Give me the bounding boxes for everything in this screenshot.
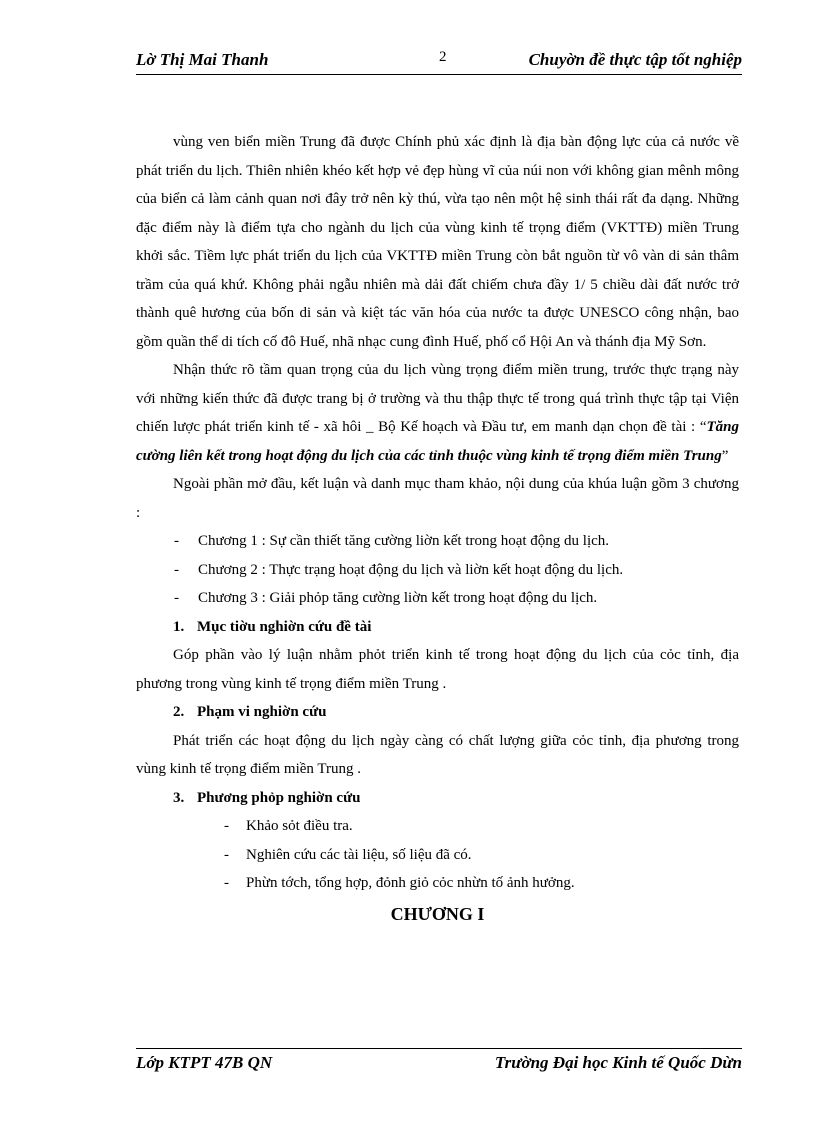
chapter-list-item xyxy=(136,527,739,556)
dash-bullet: - xyxy=(224,875,229,891)
header-author: Lờ Thị Mai Thanh xyxy=(136,50,269,69)
section-heading-scope xyxy=(136,698,739,727)
method-list-item xyxy=(136,812,739,841)
topic-lead-text: Nhận thức rõ tầm quan trọng của du lịch vùng trọng điểm miền trung, trước thực trạng này với những kiến thức đã được trang bị ở trường và thu thập thực tế trong quá trình thực tập tại Viện chiến lược phát triển kinh tế - xã hôi _ Bộ Kế hoạch và Đầu tư, em manh dạn chọn đề tài : “ xyxy=(136,362,739,435)
paragraph-scope: Phát triển các hoạt động du lịch ngày càng có chất lượng giữa cỏc tỉnh, địa phương trong vùng kinh tế trọng điểm miền Trung . xyxy=(136,732,739,777)
section-number: 3. xyxy=(173,789,185,806)
header-title: Chuyờn đề thực tập tốt nghiệp xyxy=(528,50,742,69)
method-list-item xyxy=(136,841,739,870)
chapter-heading: CHƯƠNG I xyxy=(390,903,485,924)
chapter-list-text: Chương 3 : Giải phỏp tăng cường liờn kết trong hoạt động du lịch. xyxy=(198,590,598,606)
section-heading-objectives xyxy=(136,613,739,642)
section-title: Phương phỏp nghiờn cứu xyxy=(197,789,361,806)
chapter-list-item xyxy=(136,556,739,585)
dash-bullet: - xyxy=(224,818,229,834)
method-list-text: Phừn tớch, tổng hợp, đỏnh giỏ cỏc nhừn tố ảnh hưởng. xyxy=(246,875,575,891)
section-number: 1. xyxy=(173,618,185,635)
footer-university: Trường Đại học Kinh tế Quốc Dừn xyxy=(494,1053,742,1072)
chapter-list-item xyxy=(136,584,739,613)
section-number: 2. xyxy=(173,704,185,720)
paragraph-structure: Ngoài phần mở đầu, kết luận và danh mục tham khảo, nội dung của khúa luận gồm 3 chương : xyxy=(136,476,739,521)
paragraph-intro: vùng ven biển miền Trung đã được Chính phủ xác định là địa bàn động lực của cả nước về phát triển du lịch. Thiên nhiên khéo kết hợp vẻ đẹp hùng vĩ của núi non với không gian mênh mông của biển cả làm cảnh quan nơi đây trở nên kỳ thú, vừa tạo nên một hệ sinh thái rất đa dạng. Những đặc điểm này là điểm tựa cho ngành du lịch của vùng kinh tế trọng điểm (VKTTĐ) miền Trung khởi sắc. Tiềm lực phát triển du lịch của VKTTĐ miền Trung còn bắt nguồn từ vô vàn di sản thâm trầm của quá khứ. Không phải ngẫu nhiên mà dải đất chiếm chưa đầy 1/ 5 chiều dài đất nước trở thành quê hương của bốn di sản và kiệt tác văn hóa của nước ta được UNESCO công nhận, bao gồm quần thể di tích cố đô Huế, nhã nhạc cung đình Huế, phố cổ Hội An và thánh địa Mỹ Sơn. xyxy=(136,134,739,350)
section-heading-methods xyxy=(136,784,739,813)
section-title: Phạm vi nghiờn cứu xyxy=(197,704,327,720)
page-footer xyxy=(136,1048,742,1079)
section-title: Mục tiờu nghiờn cứu đề tài xyxy=(197,618,372,635)
dash-bullet: - xyxy=(174,561,179,578)
paragraph-topic xyxy=(136,356,739,470)
page-header xyxy=(136,48,742,75)
method-list-item xyxy=(136,869,739,898)
chapter-list-text: Chương 1 : Sự cần thiết tăng cường liờn kết trong hoạt động du lịch. xyxy=(198,533,610,549)
paragraph-objectives: Góp phần vào lý luận nhằm phỏt triển kinh tế trong hoạt động du lịch của cỏc tỉnh, địa phương trong vùng kinh tế trọng điểm miền Trung . xyxy=(136,647,739,692)
footer-class: Lớp KTPT 47B QN xyxy=(136,1053,273,1072)
dash-bullet: - xyxy=(174,533,179,549)
topic-close-quote: ” xyxy=(721,447,729,464)
dash-bullet: - xyxy=(224,846,229,863)
chapter-list-text: Chương 2 : Thực trạng hoạt động du lịch và liờn kết hoạt động du lịch. xyxy=(198,561,624,578)
page-body xyxy=(136,128,739,928)
method-list-text: Khảo sỏt điều tra. xyxy=(246,818,353,834)
dash-bullet: - xyxy=(174,590,179,606)
page-number: 2 xyxy=(439,49,447,65)
topic-title: Tăng cường liên kết trong hoạt động du lịch của các tỉnh thuộc vùng kinh tế trọng điểm miền Trung xyxy=(136,419,739,464)
method-list-text: Nghiên cứu các tài liệu, số liệu đã có. xyxy=(246,846,472,863)
